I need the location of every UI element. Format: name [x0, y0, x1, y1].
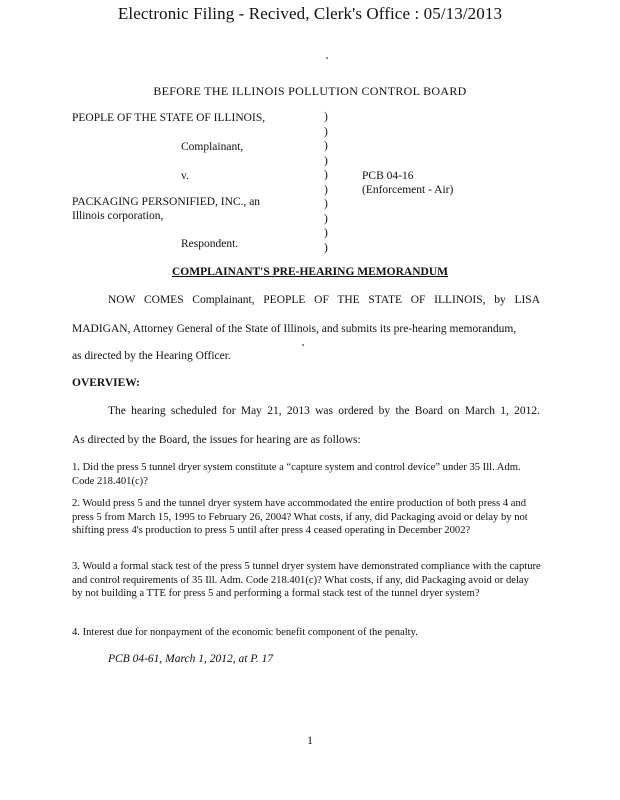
overview-heading: OVERVIEW: — [72, 377, 140, 389]
issue-3: 3. Would a formal stack test of the press 5 tunnel dryer system have demonstrated compliance with the capture and control requirements of 35 Ill. Adm. Code 218.401(c)? What costs, if any, did Packaging avoid or delay by not building a TTE for press 5 and performing a formal stack test of the tunnel dryer system? — [72, 561, 541, 600]
caption-defendant-line1: PACKAGING PERSONIFIED, INC., an — [72, 196, 261, 208]
board-title: BEFORE THE ILLINOIS POLLUTION CONTROL BOARD — [153, 84, 467, 98]
issue-2: 2. Would press 5 and the tunnel dryer system have accommodated the entire production of both press 4 and press 5 from March 15, 1995 to February 26, 2004? What costs, if any, did Packaging avoid or delay by not shifting press 4's production to press 5 until after press 4 ceased operating in December 2002? — [72, 498, 528, 537]
case-number: PCB 04-16 — [362, 170, 414, 182]
intro-line-3: as directed by the Hearing Officer. — [72, 350, 231, 362]
speck — [326, 57, 328, 59]
caption-versus: v. — [181, 170, 189, 182]
caption-defendant-line2: Illinois corporation, — [72, 210, 164, 222]
page-number: 1 — [307, 735, 313, 747]
issue-1: 1. Did the press 5 tunnel dryer system constitute a “capture system and control device” under 35 Ill. Adm. Code 218.401(c)? — [72, 462, 521, 487]
intro-line-2: MADIGAN, Attorney General of the State of Illinois, and submits its pre-hearing memorandum, — [72, 323, 517, 335]
caption-plaintiff-role: Complainant, — [181, 141, 244, 153]
memorandum-title: COMPLAINANT'S PRE-HEARING MEMORANDUM — [172, 266, 448, 278]
case-type: (Enforcement - Air) — [362, 184, 454, 196]
overview-line-2: As directed by the Board, the issues for hearing are as follows: — [72, 434, 361, 446]
issue-4: 4. Interest due for nonpayment of the economic benefit component of the penalty. — [72, 627, 418, 638]
caption-parentheses: ) ) ) ) ) ) ) ) ) ) — [324, 111, 328, 254]
citation: PCB 04-61, March 1, 2012, at P. 17 — [108, 653, 274, 665]
electronic-filing-header: Electronic Filing - Recived, Clerk's Office : 05/13/2013 — [117, 4, 503, 23]
overview-line-1: The hearing scheduled for May 21, 2013 was ordered by the Board on March 1, 2012. — [108, 405, 540, 417]
speck — [302, 344, 304, 346]
intro-line-1: NOW COMES Complainant, PEOPLE OF THE STATE OF ILLINOIS, by LISA — [108, 294, 540, 306]
caption-plaintiff: PEOPLE OF THE STATE OF ILLINOIS, — [72, 112, 266, 124]
caption-defendant-role: Respondent. — [181, 238, 239, 250]
